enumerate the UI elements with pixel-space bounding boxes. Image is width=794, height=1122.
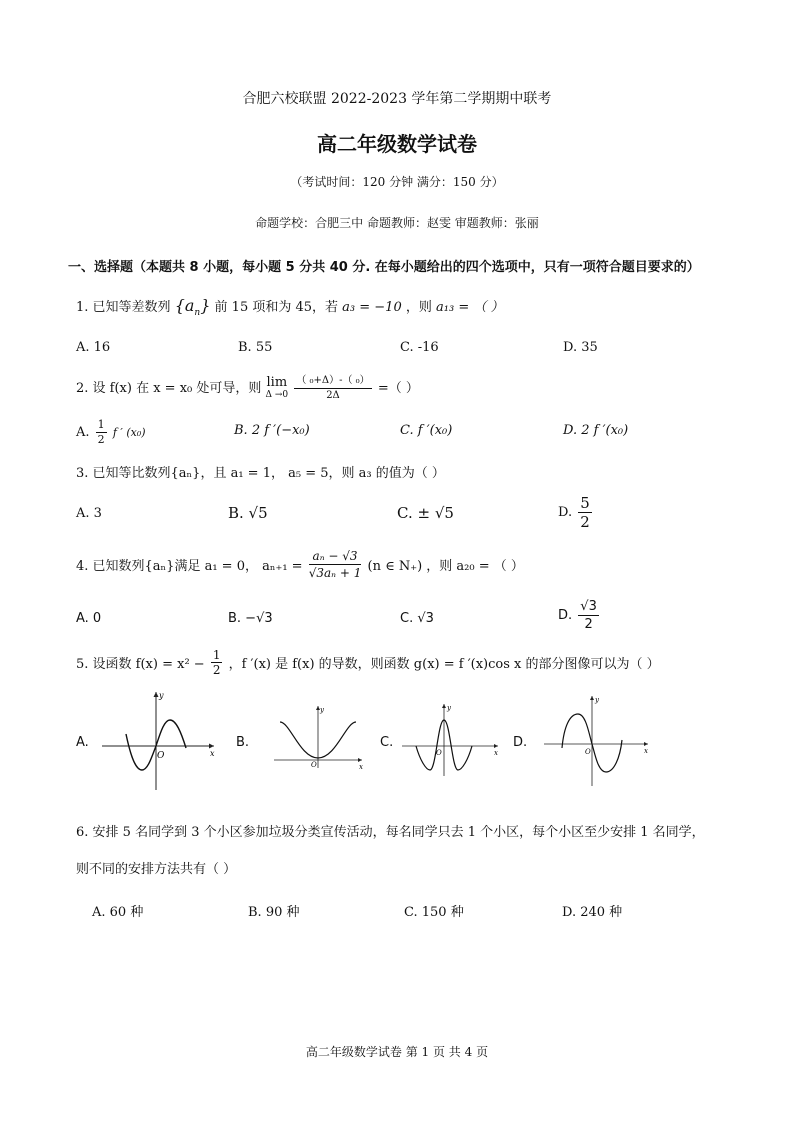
q6-option-a: A. 60 种 xyxy=(92,905,144,920)
q5-frac-den: 2 xyxy=(212,663,221,677)
q1-option-d: D. 35 xyxy=(563,340,598,355)
q4-post: (n ∈ N₊) ，则 a₂₀ = （ ） xyxy=(367,559,524,574)
svg-text:O: O xyxy=(585,748,591,756)
q2-option-a-den: 2 xyxy=(97,433,105,446)
question-3: 3. 已知等比数列{aₙ}，且 a₁ = 1， a₅ = 5，则 a₃ 的值为（ ） xyxy=(76,466,445,481)
page-title: 高二年级数学试卷 xyxy=(317,132,477,156)
q4-option-d xyxy=(558,598,601,633)
q2-option-a-fraction xyxy=(96,418,107,447)
q3-option-c: C. ± √5 xyxy=(397,504,454,522)
q5-graph-d xyxy=(540,692,652,790)
q3-option-d-label: D. xyxy=(558,505,573,520)
q2-option-a-num: 1 xyxy=(97,418,105,431)
q5-graph-b xyxy=(270,700,366,772)
q2-lim-sub: Δ →0 xyxy=(265,389,289,400)
q5-graph-a xyxy=(98,688,218,794)
q5-option-a-label: A. xyxy=(76,735,89,750)
q5-option-c-label: C. xyxy=(380,735,394,750)
q3-option-d-num: 5 xyxy=(580,494,590,512)
q2-option-a xyxy=(76,418,146,447)
q2-option-a-tail: f ′ (x₀) xyxy=(112,426,146,439)
q5-post: ，f ′(x) 是 f(x) 的导数，则函数 g(x) = f ′(x)cos x 的部分图像可以为（ ） xyxy=(228,657,660,672)
question-4 xyxy=(76,548,524,581)
q1-condition: a₃ = −10 xyxy=(342,300,402,315)
q1-ask: a₁₃ = （ ） xyxy=(436,300,504,315)
svg-text:O: O xyxy=(311,761,317,769)
q4-denominator: √3aₙ + 1 xyxy=(308,566,362,580)
q2-option-a-label: A. xyxy=(76,425,90,440)
q2-limit xyxy=(265,374,289,401)
svg-text:x: x xyxy=(359,763,363,771)
q3-option-a: A. 3 xyxy=(76,506,102,521)
page-footer: 高二年级数学试卷 第 1 页 共 4 页 xyxy=(305,1045,489,1059)
q2-option-c: C. f ′(x₀) xyxy=(400,423,453,438)
exam-info: （考试时间：120 分钟 满分：150 分） xyxy=(290,175,504,189)
q3-option-d-fraction xyxy=(578,494,592,531)
svg-text:O: O xyxy=(436,749,442,757)
q4-option-d-num: √3 xyxy=(580,599,597,614)
q4-option-c: C. √3 xyxy=(400,611,434,626)
question-6-line-1: 6. 安排 5 名同学到 3 个小区参加垃圾分类宣传活动，每名同学只去 1 个小区，每个小区至少安排 1 名同学， xyxy=(76,825,705,840)
q2-numerator: （ ₀+Δ）-（ ₀） xyxy=(294,374,371,389)
q1-option-c: C. -16 xyxy=(400,340,439,355)
q2-option-b: B. 2 f ′(−x₀) xyxy=(234,423,310,438)
svg-text:y: y xyxy=(595,696,599,704)
q1-option-a: A. 16 xyxy=(76,340,111,355)
q5-option-b-label: B. xyxy=(236,735,250,750)
q4-option-d-label: D. xyxy=(558,608,573,623)
q5-frac-num: 1 xyxy=(212,648,221,662)
svg-text:y: y xyxy=(159,691,164,700)
q4-option-a: A. 0 xyxy=(76,611,102,626)
q4-option-d-den: 2 xyxy=(584,617,593,632)
q6-option-d: D. 240 种 xyxy=(562,905,623,920)
question-5 xyxy=(76,648,660,677)
exam-union-line: 合肥六校联盟 2022-2023 学年第二学期期中联考 xyxy=(242,91,552,107)
q5-graph-c xyxy=(398,700,502,780)
q3-option-d xyxy=(558,494,594,531)
q2-denominator: 2Δ xyxy=(326,390,340,401)
q4-numerator: aₙ − √3 xyxy=(309,548,362,565)
question-6-line-2: 则不同的安排方法共有（ ） xyxy=(76,862,237,877)
q5-prefix: 5. 设函数 f(x) = x² − xyxy=(76,657,205,672)
q5-fraction xyxy=(211,648,223,677)
q4-prefix: 4. 已知数列{aₙ}满足 a₁ = 0， aₙ₊₁ = xyxy=(76,559,303,574)
svg-text:O: O xyxy=(157,751,165,761)
q2-fraction xyxy=(294,374,371,403)
q1-sequence-symbol: $\{a_n\}$ xyxy=(174,296,211,319)
svg-text:y: y xyxy=(447,704,451,712)
staff-line: 命题学校：合肥三中 命题教师：赵雯 审题教师：张丽 xyxy=(255,216,539,230)
question-1 xyxy=(76,296,504,318)
q5-option-d-label: D. xyxy=(513,735,528,750)
section-heading: 一、选择题（本题共 8 小题，每小题 5 分共 40 分. 在每小题给出的四个选项中，只有一项符合题目要求的） xyxy=(68,260,700,275)
q1-prefix: 1. 已知等差数列 xyxy=(76,300,171,315)
question-2 xyxy=(76,374,419,403)
q4-recurrence-fraction xyxy=(309,548,362,581)
q3-option-d-den: 2 xyxy=(580,513,590,531)
q2-prefix: 2. 设 f(x) 在 x = x₀ 处可导，则 xyxy=(76,381,262,396)
q4-option-b: B. −√3 xyxy=(228,611,273,626)
svg-text:y: y xyxy=(320,706,324,714)
q2-option-d: D. 2 f ′(x₀) xyxy=(563,423,629,438)
q3-option-b: B. √5 xyxy=(228,504,268,522)
q1-middle: 前 15 项和为 45，若 xyxy=(214,300,339,315)
q4-option-d-fraction xyxy=(578,598,599,633)
q1-option-b: B. 55 xyxy=(238,340,273,355)
svg-text:x: x xyxy=(494,749,498,757)
svg-text:x: x xyxy=(210,749,215,758)
q2-lim-word: lim xyxy=(266,374,288,390)
q6-option-b: B. 90 种 xyxy=(248,905,300,920)
q2-post: =（ ） xyxy=(377,381,419,396)
q1-post: ，则 xyxy=(405,300,432,315)
svg-text:x: x xyxy=(644,747,648,755)
q6-option-c: C. 150 种 xyxy=(404,905,464,920)
